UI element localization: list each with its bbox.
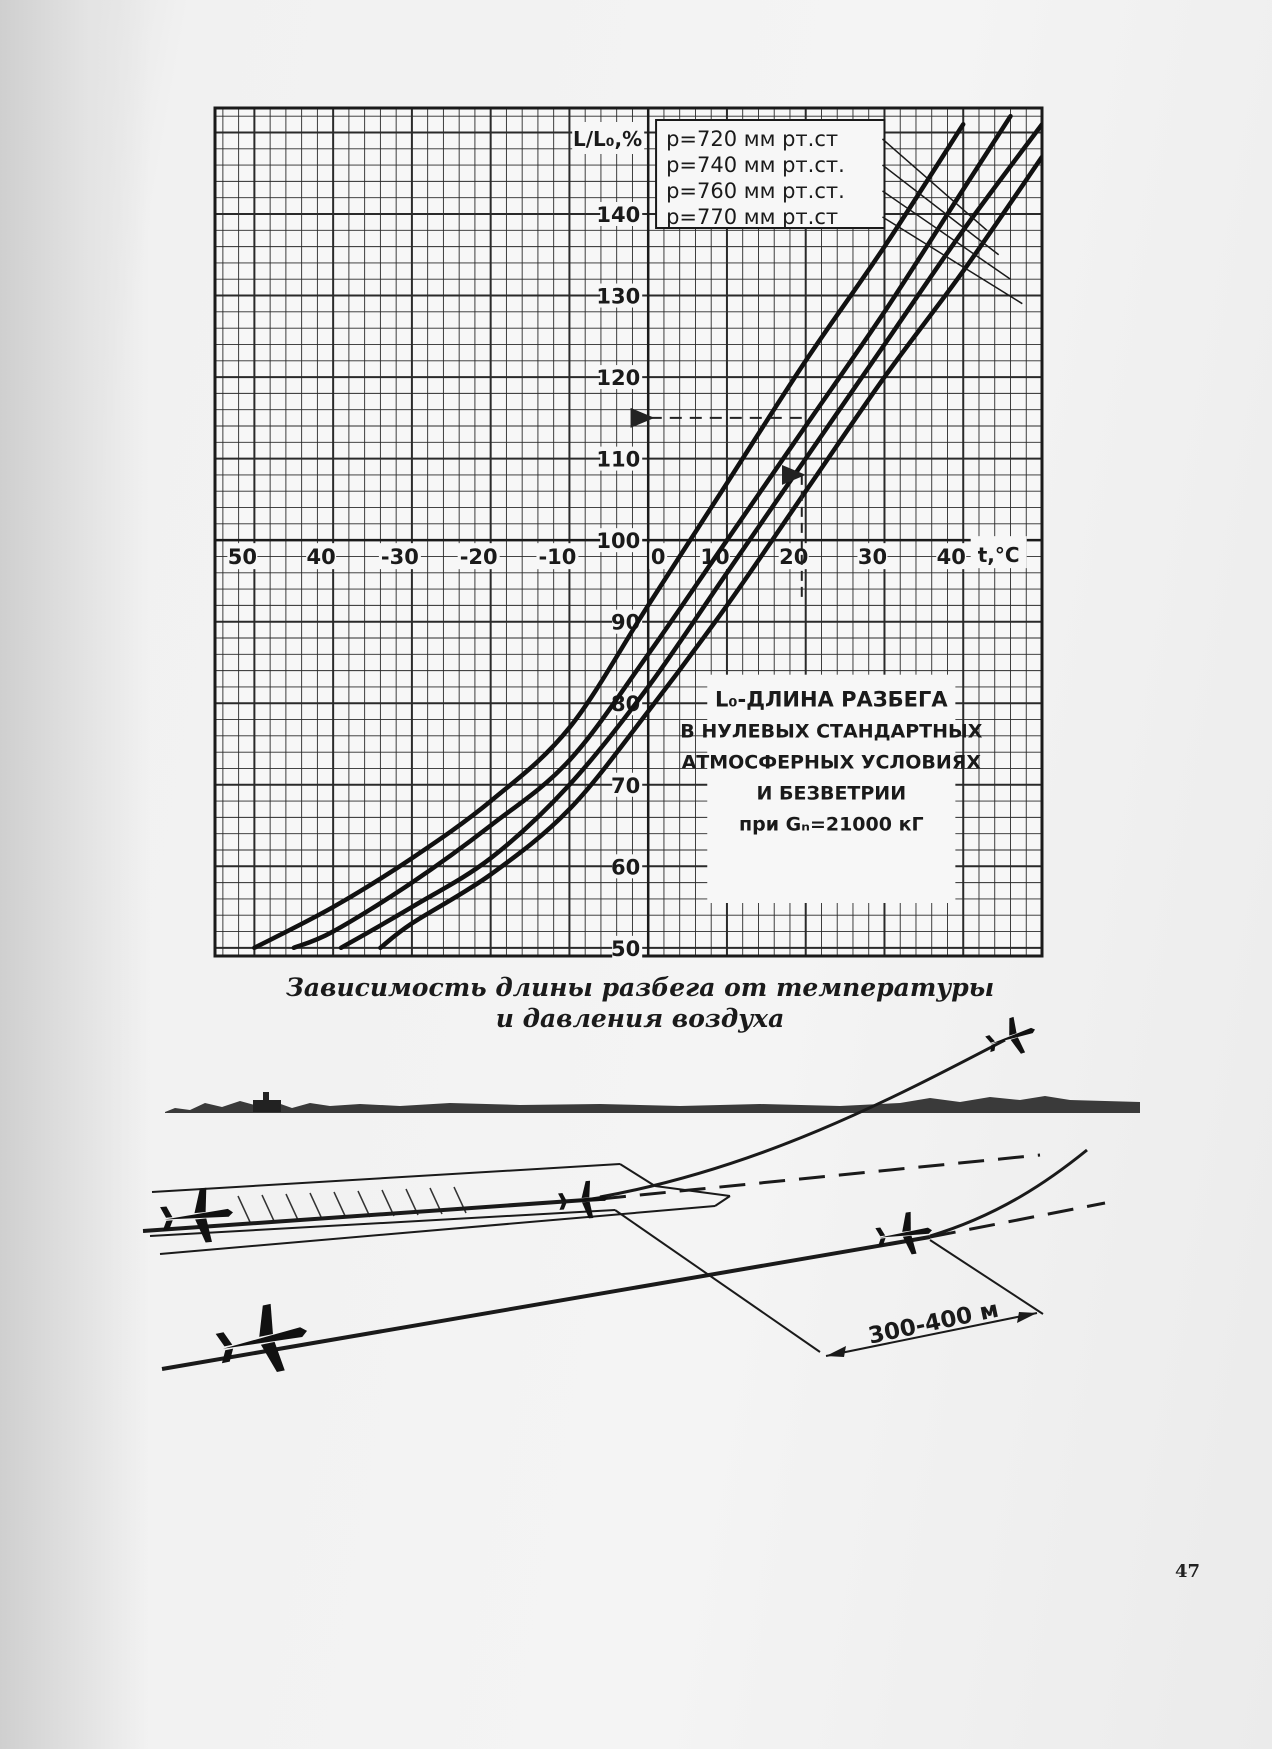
dimension-arrow-right xyxy=(1017,1312,1037,1323)
distance-label: 300-400 м xyxy=(866,1296,1001,1350)
horizon-skyline xyxy=(165,1096,1140,1113)
caption-line-1: Зависимость длины разбега от температуры xyxy=(285,973,995,1002)
page-number: 47 xyxy=(1175,1561,1201,1582)
x-axis-title: t,°C xyxy=(977,543,1020,568)
x-tick-label: -20 xyxy=(459,545,498,570)
legend-entry-4: p=770 мм рт.ст xyxy=(666,205,839,229)
x-tick-label: 40 xyxy=(306,545,336,570)
y-tick-label: 100 xyxy=(596,529,641,554)
aircraft-upper-liftoff xyxy=(557,1179,610,1221)
y-tick-label: 50 xyxy=(610,936,641,961)
legend-entry-3: p=760 мм рт.ст. xyxy=(666,179,845,203)
y-axis-title: L/L₀,% xyxy=(572,127,643,151)
legend-entry-1: p=720 мм рт.ст xyxy=(666,127,839,151)
aircraft-upper-start xyxy=(159,1185,236,1247)
factory-building xyxy=(253,1100,281,1112)
y-tick-label: 140 xyxy=(596,203,641,227)
climb-path-lower xyxy=(930,1150,1087,1236)
figure-caption xyxy=(230,972,1050,1034)
note-line-5: при Gₙ=21000 кГ xyxy=(739,813,924,836)
y-tick-label: 130 xyxy=(596,284,641,309)
climb-path-upper xyxy=(600,1040,1005,1197)
y-tick-label: 110 xyxy=(596,447,641,472)
x-tick-label: 50 xyxy=(227,545,257,570)
dimension-extension-left xyxy=(615,1210,820,1352)
note-box xyxy=(680,675,982,903)
y-tick-label: 70 xyxy=(610,773,641,798)
legend-entry-2: p=740 мм рт.ст. xyxy=(666,153,845,177)
note-line-3: АТМОСФЕРНЫХ УСЛОВИЯХ xyxy=(681,751,982,774)
x-tick-label: 0 xyxy=(650,545,666,570)
x-tick-label: -10 xyxy=(538,545,577,570)
x-tick-label: 20 xyxy=(779,545,809,570)
aircraft-lower-liftoff xyxy=(874,1209,935,1259)
ground-run-lower-dashed xyxy=(930,1203,1105,1237)
dimension-arrow-left xyxy=(826,1346,846,1357)
y-tick-label: 90 xyxy=(610,610,641,635)
y-tick-label: 60 xyxy=(610,855,641,880)
x-tick-label: 40 xyxy=(936,545,966,570)
takeoff-illustration xyxy=(143,1012,1140,1383)
note-line-4: И БЕЗВЕТРИИ xyxy=(756,782,907,805)
y-tick-label: 120 xyxy=(596,366,641,391)
note-line-1: L₀-ДЛИНА РАЗБЕГА xyxy=(714,687,948,712)
ground-run-upper-dashed xyxy=(600,1155,1040,1199)
note-line-2: В НУЛЕВЫХ СТАНДАРТНЫХ xyxy=(680,720,983,743)
x-tick-label: -30 xyxy=(380,545,419,570)
caption-line-2: и давления воздуха xyxy=(495,1004,785,1033)
y-tick-label: 80 xyxy=(610,692,641,717)
aircraft-lower-start xyxy=(212,1298,314,1383)
x-tick-label: 10 xyxy=(700,545,730,570)
x-tick-label: 30 xyxy=(857,545,888,570)
